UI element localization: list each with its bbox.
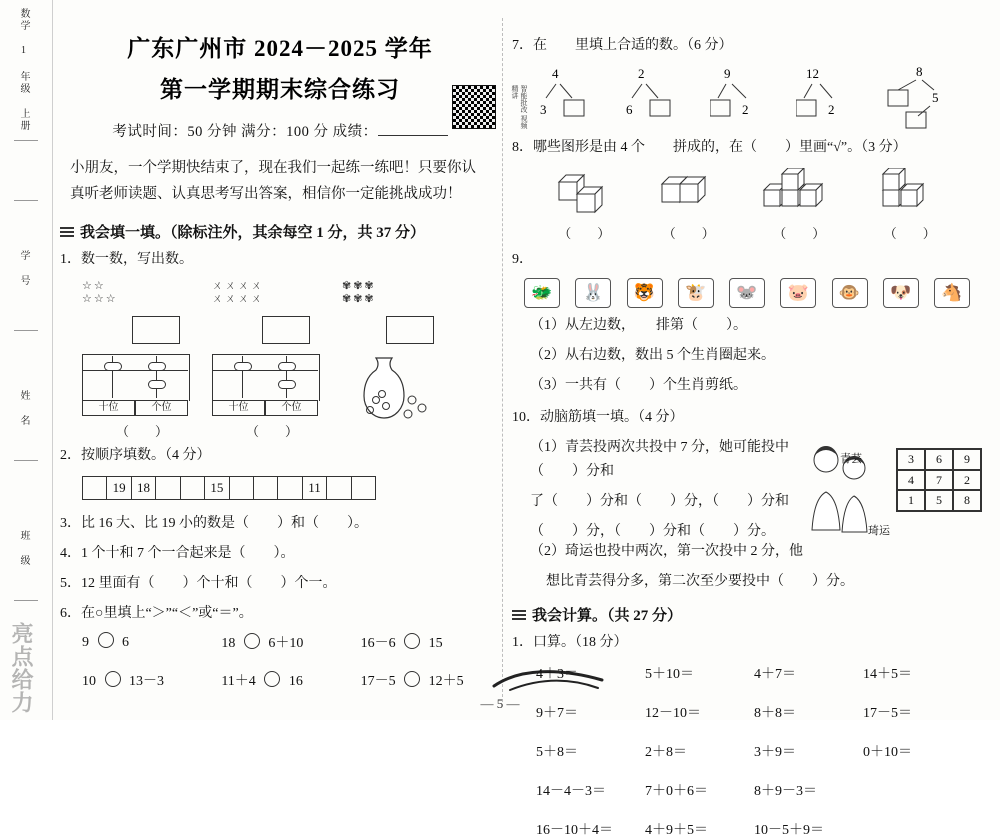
cube-option-4[interactable] <box>877 168 943 242</box>
calc-item-4[interactable]: 9＋7＝ <box>536 706 578 721</box>
page-number: — 5 — <box>480 696 520 711</box>
compare-circle-3[interactable] <box>105 671 121 687</box>
bag-illustration <box>342 350 438 424</box>
compare-grid <box>82 632 500 690</box>
cube-option-1[interactable] <box>551 168 617 242</box>
compare-item-0[interactable] <box>82 632 221 652</box>
zodiac-item-3[interactable]: 🐮 <box>678 278 714 308</box>
svg-text:2: 2 <box>638 66 645 81</box>
calc-item-1[interactable]: 5＋10＝ <box>645 667 694 682</box>
compare-left-1: 18 <box>221 636 236 651</box>
answer-box-3[interactable] <box>386 316 434 344</box>
seq-cell-11[interactable] <box>352 477 375 499</box>
question-10: 10．动脑筋填一填。（4 分） <box>512 410 684 425</box>
answer-box-2[interactable] <box>262 316 310 344</box>
page-spine <box>0 0 53 720</box>
seq-cell-7[interactable] <box>254 477 278 499</box>
compare-circle-4[interactable] <box>264 671 280 687</box>
svg-text:6: 6 <box>626 102 633 117</box>
seq-cell-6[interactable] <box>230 477 254 499</box>
question-8: 8．哪些图形是由 4 个 拼成的，在（ ）里画“√”。（3 分） <box>512 140 907 155</box>
seq-cell-3[interactable] <box>156 477 180 499</box>
score-grid <box>896 448 982 512</box>
section-mark-icon-2 <box>512 610 526 620</box>
abacus-1: 十位 个位 <box>82 354 190 418</box>
column-divider <box>502 18 503 702</box>
grid-cell-1: 6 <box>925 449 953 470</box>
zodiac-item-5[interactable]: 🐷 <box>780 278 816 308</box>
calc-item-16[interactable]: 16－10＋4＝ <box>536 823 613 838</box>
star-shapes: ☆☆ ☆☆☆ <box>82 280 118 305</box>
spine-field-xingming: 姓 名 <box>18 390 29 427</box>
compare-left-2: 16－6 <box>360 636 396 651</box>
calc-item-0[interactable]: 4＋3＝ <box>536 667 578 682</box>
zodiac-item-2[interactable]: 🐯 <box>627 278 663 308</box>
compare-right-3: 13－3 <box>129 674 164 689</box>
left-column <box>60 0 528 720</box>
number-bond-row <box>526 64 968 130</box>
calc-item-12[interactable]: 14－4－3＝ <box>536 784 606 799</box>
calc-item-15 <box>863 780 972 800</box>
calc-item-6[interactable]: 8＋8＝ <box>754 706 796 721</box>
cube-option-2-paren[interactable]: （ ） <box>662 226 715 241</box>
compare-item-5[interactable] <box>361 670 500 690</box>
calc-item-19 <box>863 819 972 839</box>
compare-left-5: 17－5 <box>360 674 396 689</box>
grid-cell-5: 2 <box>953 470 981 491</box>
compare-left-0: 9 <box>82 635 89 650</box>
grid-cell-7: 5 <box>925 490 953 511</box>
calc-item-9[interactable]: 2＋8＝ <box>645 745 687 760</box>
compare-item-2[interactable] <box>361 632 500 652</box>
calc-item-10[interactable]: 3＋9＝ <box>754 745 796 760</box>
compare-right-1: 6＋10 <box>268 636 304 651</box>
svg-text:3: 3 <box>540 102 547 117</box>
question-2: 2．按顺序填数。（4 分） <box>60 448 211 463</box>
zodiac-item-0[interactable]: 🐲 <box>524 278 560 308</box>
question-4: 4．1 个十和 7 个一合起来是（ ）。 <box>60 546 295 561</box>
compare-item-1[interactable] <box>221 632 360 652</box>
compare-circle-5[interactable] <box>404 671 420 687</box>
answer-box-1[interactable] <box>132 316 180 344</box>
compare-item-3[interactable] <box>82 670 221 690</box>
section-one-heading: 我会填一填。（除标注外，其余每空 1 分，共 37 分） <box>60 221 500 242</box>
compare-right-0: 6 <box>122 635 129 650</box>
question-7: 7．在 里填上合适的数。（6 分） <box>512 38 733 53</box>
cube-option-2[interactable] <box>656 168 722 242</box>
kid-name-qingyun: 青芸 <box>840 453 862 465</box>
cube-options-row <box>532 168 962 242</box>
calc-item-7[interactable]: 17－5＝ <box>863 706 912 721</box>
seq-cell-9[interactable]: 11 <box>303 477 327 499</box>
question-10-sub1b: 了（ ）分和（ ）分，（ ）分和 <box>530 494 789 509</box>
calc-item-13[interactable]: 7＋0＋6＝ <box>645 784 708 799</box>
abacus-2: 十位 个位 <box>212 354 320 418</box>
seq-cell-2[interactable]: 18 <box>132 477 156 499</box>
svg-text:12: 12 <box>806 66 819 81</box>
calc-item-2[interactable]: 4＋7＝ <box>754 667 796 682</box>
question-5: 5．12 里面有（ ）个十和（ ）个一。 <box>60 576 337 591</box>
zodiac-item-6[interactable]: 🐵 <box>832 278 868 308</box>
compare-circle-2[interactable] <box>404 633 420 649</box>
compare-circle-0[interactable] <box>98 632 114 648</box>
compare-left-4: 11＋4 <box>221 674 256 689</box>
compare-item-4[interactable] <box>221 670 360 690</box>
grid-cell-4: 7 <box>925 470 953 491</box>
calc-item-5[interactable]: 12－10＝ <box>645 706 701 721</box>
question-10-sub1: （1）青芸投两次共投中 7 分，她可能投中（ ）分和 <box>530 440 789 479</box>
svg-text:8: 8 <box>916 64 923 79</box>
question-10-sub2: （2）琦运也投中两次，第一次投中 2 分，他 <box>530 544 803 559</box>
cube-option-1-paren[interactable]: （ ） <box>558 226 611 241</box>
grid-cell-2: 9 <box>953 449 981 470</box>
bird-shapes: ㄨㄨㄨㄨ ㄨㄨㄨㄨ <box>212 280 264 305</box>
question-calc-1: 1．口算。（18 分） <box>512 635 628 650</box>
intro-paragraph: 小朋友，一个学期快结束了，现在我们一起练一练吧！只要你认真听老师读题、认真思考写出答案，相信你一定能挑战成功！ <box>70 160 476 202</box>
seq-cell-4[interactable] <box>181 477 205 499</box>
grid-cell-0: 3 <box>897 449 925 470</box>
kid-name-qiyun: 琦运 <box>868 525 890 537</box>
question-1: 1．数一数，写出数。 <box>60 252 193 267</box>
compare-right-4: 16 <box>288 674 303 689</box>
cube-option-4-paren[interactable]: （ ） <box>883 226 936 241</box>
number-bond-5[interactable] <box>882 64 956 130</box>
candy-shapes: ✾✾✾ ✾✾✾ <box>342 280 376 305</box>
svg-text:2: 2 <box>742 102 749 117</box>
exam-info: 考试时间：50 分钟 满分：100 分 成绩： <box>60 120 500 141</box>
question-9: 9． <box>512 252 533 267</box>
question-1-figures <box>82 280 500 440</box>
zodiac-item-4[interactable]: 🐭 <box>729 278 765 308</box>
calc-item-18[interactable]: 10－5＋9＝ <box>754 823 824 838</box>
cube-option-3[interactable] <box>760 168 838 242</box>
compare-right-5: 12＋5 <box>428 674 464 689</box>
spine-field-banji: 班 级 <box>18 530 29 567</box>
question-6: 6．在○里填上“＞”“＜”或“＝”。 <box>60 606 253 621</box>
question-10-sub1c: （ ）分，（ ）分和（ ）分。 <box>530 524 775 539</box>
section-mark-icon <box>60 227 74 237</box>
seq-cell-10[interactable] <box>327 477 351 499</box>
zodiac-item-1[interactable]: 🐰 <box>575 278 611 308</box>
compare-right-2: 15 <box>428 636 443 651</box>
number-bond-2[interactable] <box>624 64 686 126</box>
number-bond-1[interactable] <box>538 64 600 126</box>
grid-cell-3: 4 <box>897 470 925 491</box>
seq-cell-0[interactable] <box>83 477 107 499</box>
number-bond-4[interactable] <box>796 64 858 126</box>
spine-brand: 亮点给力 <box>9 622 34 714</box>
page-title-line1: 广东广州市 2024－2025 学年 <box>127 36 433 61</box>
grid-cell-6: 1 <box>897 490 925 511</box>
seq-cell-8[interactable] <box>278 477 302 499</box>
compare-circle-1[interactable] <box>244 633 260 649</box>
compare-left-3: 10 <box>82 674 96 689</box>
svg-text:9: 9 <box>724 66 731 81</box>
grid-cell-8: 8 <box>953 490 981 511</box>
spine-field-xuehao: 学 号 <box>18 250 29 287</box>
zodiac-item-8[interactable]: 🐴 <box>934 278 970 308</box>
number-bond-3[interactable] <box>710 64 772 126</box>
svg-text:2: 2 <box>828 102 835 117</box>
figure-birds <box>212 280 330 440</box>
question-9-sub3: （3）一共有（ ）个生肖剪纸。 <box>530 378 747 393</box>
question-3: 3．比 16 大、比 19 小的数是（ ）和（ ）。 <box>60 516 368 531</box>
number-sequence-row[interactable] <box>82 476 376 500</box>
svg-text:4: 4 <box>552 66 559 81</box>
cube-option-3-paren[interactable]: （ ） <box>773 226 826 241</box>
calc-item-8[interactable]: 5＋8＝ <box>536 745 578 760</box>
calc-item-3[interactable]: 14＋5＝ <box>863 667 912 682</box>
figure-stars <box>82 280 200 440</box>
zodiac-item-7[interactable]: 🐶 <box>883 278 919 308</box>
question-9-sub1: （1）从左边数， 排第（ ）。 <box>530 318 747 333</box>
question-9-sub2: （2）从右边数，数出 5 个生肖圈起来。 <box>530 348 775 363</box>
calculation-grid <box>536 663 972 839</box>
right-column <box>512 0 982 838</box>
answer-paren-2[interactable]: （ ） <box>246 424 299 439</box>
figure-candies <box>342 280 460 424</box>
seq-cell-5[interactable]: 15 <box>205 477 229 499</box>
answer-paren-1[interactable]: （ ） <box>116 424 169 439</box>
svg-text:5: 5 <box>932 90 939 105</box>
seq-cell-1[interactable]: 19 <box>107 477 131 499</box>
calc-item-14[interactable]: 8＋9－3＝ <box>754 784 817 799</box>
calc-item-11[interactable]: 0＋10＝ <box>863 745 912 760</box>
section-two-heading: 我会计算。（共 27 分） <box>512 604 982 625</box>
spine-subject: 数学 1 年级 上册 <box>18 8 29 132</box>
qr-code-icon[interactable] <box>452 85 496 129</box>
page-title-line2: 第一学期期末综合练习 <box>160 77 400 102</box>
question-10-sub2b: 想比青芸得分多，第二次至少要投中（ ）分。 <box>546 574 854 589</box>
calc-item-17[interactable]: 4＋9＋5＝ <box>645 823 708 838</box>
zodiac-row <box>524 278 970 308</box>
qr-caption: 智能批改 视频精讲 <box>511 85 528 129</box>
